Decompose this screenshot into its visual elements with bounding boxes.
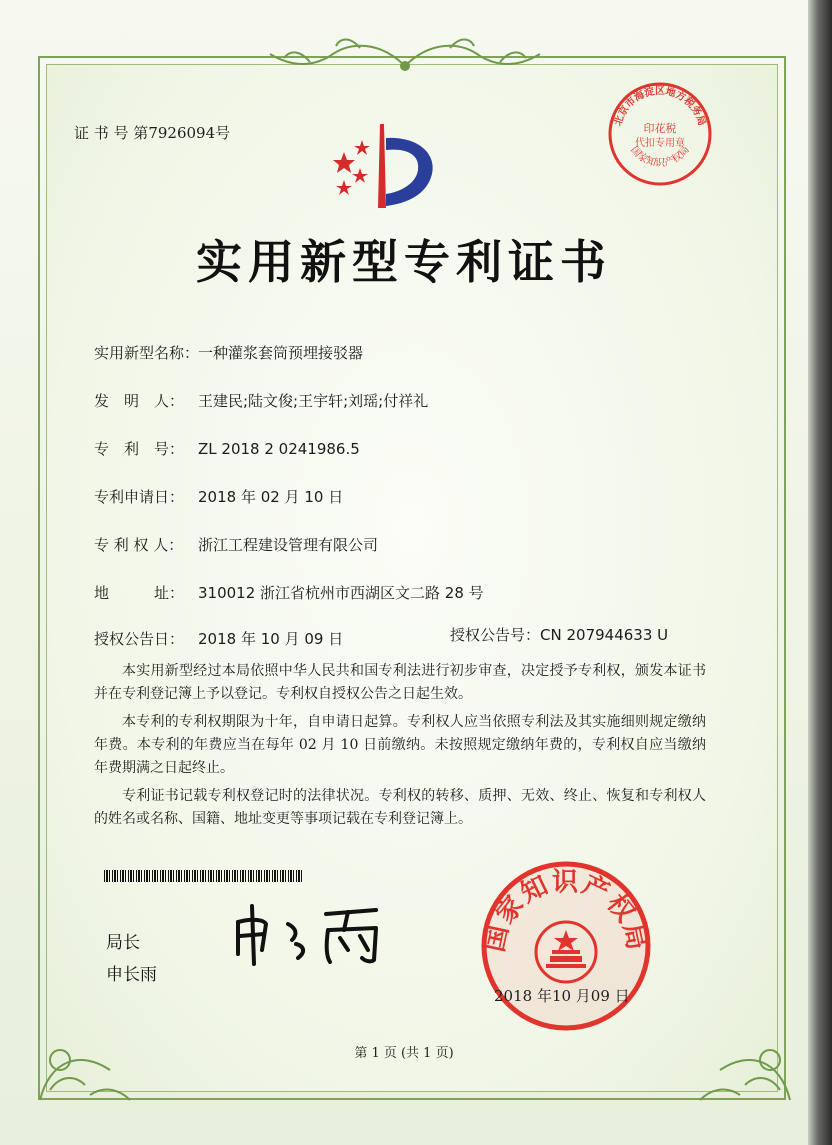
paragraph-grant-decision: 本实用新型经过本局依照中华人民共和国专利法进行初步审查，决定授予专利权，颁发本证书并在专利登记簿上予以登记。专利权自授权公告之日起生效。: [94, 663, 706, 702]
field-application-date: [94, 486, 343, 507]
field-label: 授权公告日：: [94, 630, 185, 648]
seal-agency-text: 国家知识产权局: [479, 867, 653, 955]
field-value: 浙江工程建设管理有限公司: [198, 536, 379, 554]
svg-text:北京市海淀区地方税务局: [612, 84, 709, 127]
seal-date: 2018 年10 月09 日: [494, 987, 630, 1005]
field-address: [94, 582, 484, 603]
field-value: 310012 浙江省杭州市西湖区文二路 28 号: [198, 584, 484, 602]
top-ornament: [250, 36, 560, 76]
certificate-title: 实用新型专利证书: [196, 235, 612, 289]
field-label: 发 明 人：: [94, 392, 185, 410]
field-value: 2018 年 10 月 09 日: [198, 630, 344, 648]
field-patentee: [94, 534, 378, 555]
field-label: 地 址：: [94, 584, 185, 602]
director-signature: [226, 900, 406, 970]
paragraph-legal-status: 专利证书记载专利权登记时的法律状况。专利权的转移、质押、无效、终止、恢复和专利权人的姓名或名称、国籍、地址变更等事项记载在专利登记簿上。: [94, 788, 706, 827]
field-label: 专 利 权 人：: [94, 536, 184, 554]
page-footer: 第 1 页 (共 1 页): [354, 1046, 454, 1061]
director-name: 申长雨: [106, 965, 157, 985]
field-value: 一种灌浆套筒预埋接驳器: [198, 344, 364, 362]
scanner-edge: [808, 0, 832, 1145]
certificate-number-value: 7926094: [148, 124, 216, 142]
field-grant-date: [94, 628, 343, 649]
tax-stamp-bottom-text: 国家知识产权局: [628, 144, 692, 169]
field-label: 实用新型名称：: [94, 344, 200, 362]
certificate-number-label: 证 书 号 第: [74, 124, 149, 142]
field-utility-model-name: [94, 342, 363, 363]
certificate-number-suffix: 号: [215, 124, 231, 142]
bottom-right-ornament: [690, 1020, 800, 1110]
field-label: 专 利 号：: [94, 440, 185, 458]
tax-stamp-seal: [604, 78, 716, 190]
field-inventors: [94, 390, 428, 411]
director-title: 局长: [106, 933, 140, 953]
field-value: 2018 年 02 月 10 日: [198, 488, 344, 506]
paragraph-term: 本专利的专利权期限为十年，自申请日起算。专利权人应当依照专利法及其实施细则规定缴纳年费。本专利的年费应当在每年 02 月 10 日前缴纳。未按照规定缴纳年费的，专利权自应当缴纳年费期满之日起终止。: [94, 714, 706, 776]
patent-office-logo: [322, 118, 442, 218]
tax-stamp-line1: 印花税: [643, 122, 677, 135]
field-value: CN 207944633 U: [540, 626, 669, 644]
field-label: 专利申请日：: [94, 488, 185, 506]
field-patent-number: [94, 438, 360, 459]
tax-stamp-line2: 代扣专用章: [635, 138, 685, 149]
field-label: 授权公告号：: [450, 626, 541, 644]
barcode: [104, 870, 302, 882]
official-seal: [478, 858, 654, 1034]
field-value: ZL 2018 2 0241986.5: [198, 440, 360, 458]
field-value: 王建民;陆文俊;王宇轩;刘瑶;付祥礼: [198, 392, 429, 410]
bottom-left-ornament: [30, 1020, 140, 1110]
field-grant-number: [450, 624, 668, 645]
certificate-number: [74, 122, 230, 143]
tax-stamp-ring-text: 北京市海淀区地方税务局: [612, 86, 708, 128]
inner-border: [46, 64, 778, 1092]
